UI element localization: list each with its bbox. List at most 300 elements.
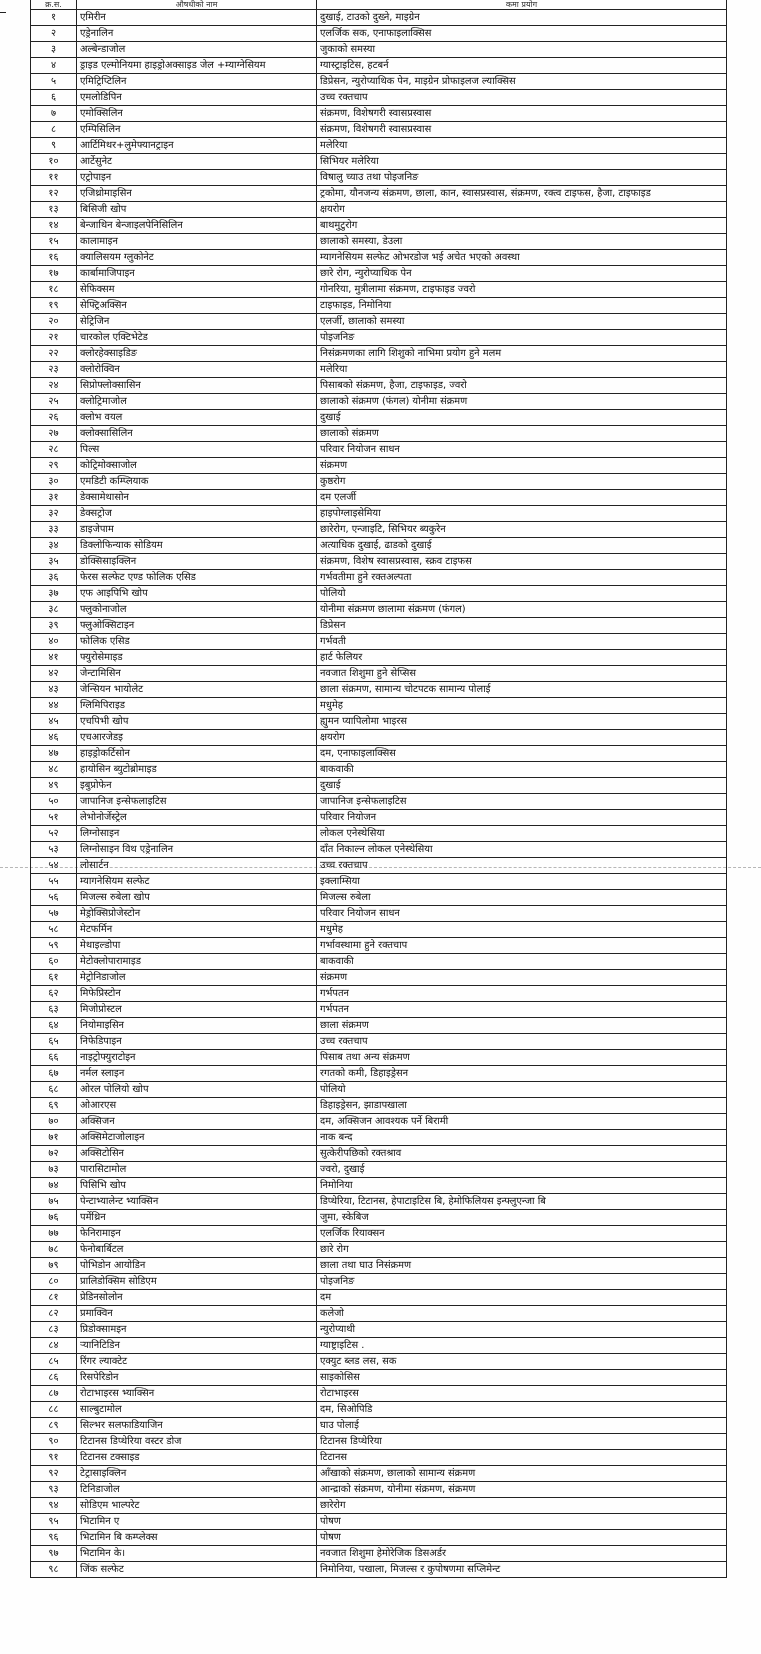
table-row xyxy=(31,218,727,234)
medicine-name: फ्युरोसेमाइड xyxy=(77,650,317,666)
medicine-use: छाला तथा घाउ निसंक्रमण xyxy=(317,1258,727,1274)
medicine-name: पारासिटामोल xyxy=(77,1162,317,1178)
row-number: २६ xyxy=(31,410,77,426)
medicine-use: नवजात शिशुमा हेमोरेजिक डिसअर्डर xyxy=(317,1546,727,1562)
medicine-use: डिप्थेरिया, टिटानस, हेपाटाइटिस बि, हेमोफिलियस इन्फ्लुएन्जा बि xyxy=(317,1194,727,1210)
table-row xyxy=(31,682,727,698)
row-number: ७२ xyxy=(31,1146,77,1162)
row-number: ३२ xyxy=(31,506,77,522)
medicine-name: डिक्लोफिन्याक सोडियम xyxy=(77,538,317,554)
medicine-use: मलेरिया xyxy=(317,138,727,154)
table-row xyxy=(31,1274,727,1290)
table-row xyxy=(31,186,727,202)
table-header xyxy=(31,0,727,10)
table-row xyxy=(31,954,727,970)
table-row xyxy=(31,298,727,314)
medicine-name: ओआरएस xyxy=(77,1098,317,1114)
medicine-use: हार्ट फेलियर xyxy=(317,650,727,666)
table-row xyxy=(31,42,727,58)
header-medicine-name: औषधीको नाम xyxy=(77,0,317,10)
table-row xyxy=(31,1194,727,1210)
row-number: २७ xyxy=(31,426,77,442)
medicine-name: पिल्स xyxy=(77,442,317,458)
medicine-name: निफेडिपाइन xyxy=(77,1034,317,1050)
medicine-name: मेटोक्लोपारामाइड xyxy=(77,954,317,970)
medicine-name: मिजोप्रोस्टल xyxy=(77,1002,317,1018)
medicine-use: ह्युमन प्यापिलोमा भाइरस xyxy=(317,714,727,730)
row-number: ४ xyxy=(31,58,77,74)
medicine-name: टेट्रासाइक्लिन xyxy=(77,1466,317,1482)
table-row xyxy=(31,1546,727,1562)
medicine-name: फ्लुकोनाजोल xyxy=(77,602,317,618)
row-number: ९८ xyxy=(31,1562,77,1578)
table-row xyxy=(31,202,727,218)
medicine-name: प्रालिडोक्सिम सोडिएम xyxy=(77,1274,317,1290)
medicine-use: दुखाई, टाउको दुख्ने, माइग्रेन xyxy=(317,10,727,26)
medicine-name: एचआरजेडइ xyxy=(77,730,317,746)
table-row xyxy=(31,938,727,954)
medicine-name: रोटाभाइरस भ्याक्सिन xyxy=(77,1386,317,1402)
medicine-name: ड्राइड एल्मोनियमा हाइड्रोअक्साइड जेल +म्याग्नेसियम xyxy=(77,58,317,74)
row-number: १७ xyxy=(31,266,77,282)
medicine-name: टिटानस टक्साइड xyxy=(77,1450,317,1466)
table-row xyxy=(31,74,727,90)
medicine-use: छालाको संक्रमण xyxy=(317,426,727,442)
row-number: ४८ xyxy=(31,762,77,778)
table-row xyxy=(31,826,727,842)
medicine-use: एलर्जिक रियाक्सन xyxy=(317,1226,727,1242)
medicine-use: संक्रमण, विशेषगरी स्वासप्रस्वास xyxy=(317,106,727,122)
medicine-name: डेक्सामेथासोन xyxy=(77,490,317,506)
medicine-use: छारेरोग, एन्जाइटि, सिभियर ब्यकुरेन xyxy=(317,522,727,538)
table-row xyxy=(31,90,727,106)
row-number: ६९ xyxy=(31,1098,77,1114)
row-number: ७१ xyxy=(31,1130,77,1146)
row-number: ७३ xyxy=(31,1162,77,1178)
row-number: ९२ xyxy=(31,1466,77,1482)
medicine-name: पर्मेथ्रिन xyxy=(77,1210,317,1226)
row-number: १९ xyxy=(31,298,77,314)
medicine-use: पोषण xyxy=(317,1530,727,1546)
row-number: ३८ xyxy=(31,602,77,618)
medicine-use: साइकोसिस xyxy=(317,1370,727,1386)
medicine-use: ज्वरो, दुखाई xyxy=(317,1162,727,1178)
table-row xyxy=(31,1306,727,1322)
table-row xyxy=(31,1082,727,1098)
row-number: ४० xyxy=(31,634,77,650)
medicine-use: दाँत निकाल्न लोकल एनेस्थेसिया xyxy=(317,842,727,858)
medicine-use: परिवार नियोजन साधन xyxy=(317,442,727,458)
row-number: ४४ xyxy=(31,698,77,714)
row-number: ४५ xyxy=(31,714,77,730)
table-row xyxy=(31,26,727,42)
medicine-use: गर्भवतीमा हुने रक्तअल्पता xyxy=(317,570,727,586)
row-number: ६५ xyxy=(31,1034,77,1050)
row-number: ७७ xyxy=(31,1226,77,1242)
table-row xyxy=(31,106,727,122)
row-number: ८८ xyxy=(31,1402,77,1418)
row-number: ४९ xyxy=(31,778,77,794)
header-serial: क्र.स. xyxy=(31,0,77,10)
medicine-use: परिवार नियोजन साधन xyxy=(317,906,727,922)
medicine-name: भिटामिन के। xyxy=(77,1546,317,1562)
table-row xyxy=(31,474,727,490)
medicine-use: गर्भपतन xyxy=(317,986,727,1002)
table-row xyxy=(31,586,727,602)
table-row xyxy=(31,538,727,554)
table-row xyxy=(31,10,727,26)
row-number: ६६ xyxy=(31,1050,77,1066)
table-row xyxy=(31,122,727,138)
row-number: १ xyxy=(31,10,77,26)
medicine-use: निमोनिया xyxy=(317,1178,727,1194)
row-number: ३ xyxy=(31,42,77,58)
medicine-name: र्‍यानिटिडिन xyxy=(77,1338,317,1354)
medicine-name: इबुप्रोफेन xyxy=(77,778,317,794)
row-number: ५ xyxy=(31,74,77,90)
medicine-name: नियोमाइसिन xyxy=(77,1018,317,1034)
table-row xyxy=(31,58,727,74)
medicine-name: जेन्टामिसिन xyxy=(77,666,317,682)
table-row xyxy=(31,858,727,874)
row-number: ११ xyxy=(31,170,77,186)
table-row xyxy=(31,874,727,890)
row-number: २२ xyxy=(31,346,77,362)
medicine-use: रगतको कमी, डिहाइड्रेसन xyxy=(317,1066,727,1082)
table-row xyxy=(31,1482,727,1498)
medicine-use: विषालु च्याउ तथा पोइजनिङ xyxy=(317,170,727,186)
medicine-use: दुखाई xyxy=(317,778,727,794)
table-row xyxy=(31,394,727,410)
row-number: ६३ xyxy=(31,1002,77,1018)
table-row xyxy=(31,330,727,346)
medicine-use: सुत्केरीपछिको रक्तश्राव xyxy=(317,1146,727,1162)
medicine-use: गर्भावस्थामा हुने रक्तचाप xyxy=(317,938,727,954)
row-number: ३६ xyxy=(31,570,77,586)
medicine-use: घाउ पोलाई xyxy=(317,1418,727,1434)
table-row xyxy=(31,634,727,650)
row-number: ७९ xyxy=(31,1258,77,1274)
row-number: ७५ xyxy=(31,1194,77,1210)
medicine-use: दुखाई xyxy=(317,410,727,426)
medicine-use: अत्याधिक दुखाई, ढाडको दुखाई xyxy=(317,538,727,554)
row-number: २५ xyxy=(31,394,77,410)
table-row xyxy=(31,714,727,730)
medicine-name: आर्टिमिथर+लुमेफ्यानट्राइन xyxy=(77,138,317,154)
medicine-use: उच्च रक्तचाप xyxy=(317,90,727,106)
header-use: कमा प्रयोग xyxy=(317,0,727,10)
medicine-use: हाइपोग्लाइसेमिया xyxy=(317,506,727,522)
row-number: ६१ xyxy=(31,970,77,986)
medicine-use: छाला संक्रमण, सामान्य चोटपटक सामान्य पोलाई xyxy=(317,682,727,698)
medicine-use: निमोनिया, पखाला, मिजल्स र कुपोषणमा सप्लिमेन्ट xyxy=(317,1562,727,1578)
table-row xyxy=(31,778,727,794)
table-row xyxy=(31,170,727,186)
row-number: ५० xyxy=(31,794,77,810)
medicine-name: रिंगर ल्याक्टेट xyxy=(77,1354,317,1370)
table-row xyxy=(31,1498,727,1514)
table-row xyxy=(31,618,727,634)
medicine-use: आँखाको संक्रमण, छालाको सामान्य संक्रमण xyxy=(317,1466,727,1482)
medicine-use: डिहाइड्रेसन, झाडापखाला xyxy=(317,1098,727,1114)
medicine-use: दम एलर्जी xyxy=(317,490,727,506)
medicine-table xyxy=(30,0,727,1578)
table-row xyxy=(31,314,727,330)
medicine-name: मेटफर्मिन xyxy=(77,922,317,938)
medicine-name: नर्मल स्लाइन xyxy=(77,1066,317,1082)
medicine-name: क्लोरोक्विन xyxy=(77,362,317,378)
medicine-use: पोलियो xyxy=(317,586,727,602)
medicine-use: मलेरिया xyxy=(317,362,727,378)
table-row xyxy=(31,1338,727,1354)
row-number: १२ xyxy=(31,186,77,202)
medicine-use: उच्च रक्तचाप xyxy=(317,1034,727,1050)
row-number: ८१ xyxy=(31,1290,77,1306)
row-number: २४ xyxy=(31,378,77,394)
medicine-use: ग्यास्ट्राइटिस, हटबर्न xyxy=(317,58,727,74)
table-row xyxy=(31,1258,727,1274)
table-row xyxy=(31,1450,727,1466)
table-row xyxy=(31,410,727,426)
table-row xyxy=(31,1322,727,1338)
medicine-name: एट्रोपाइन xyxy=(77,170,317,186)
medicine-name: क्लोभ वयल xyxy=(77,410,317,426)
medicine-name: फेरस सल्फेट एण्ड फोलिक एसिड xyxy=(77,570,317,586)
medicine-name: अक्सिजन xyxy=(77,1114,317,1130)
table-row xyxy=(31,1034,727,1050)
medicine-name: नाइट्रोफ्युराटोइन xyxy=(77,1050,317,1066)
table-row xyxy=(31,1018,727,1034)
medicine-use: संक्रमण, विशेष स्वासप्रस्वास, स्क्रव टाइफस xyxy=(317,554,727,570)
medicine-use: जुमा, स्केबिज xyxy=(317,1210,727,1226)
medicine-name: डाइजेपाम xyxy=(77,522,317,538)
row-number: ९६ xyxy=(31,1530,77,1546)
medicine-use: दम, सिओपिडि xyxy=(317,1402,727,1418)
medicine-use: मिजल्स रुबेला xyxy=(317,890,727,906)
row-number: ७६ xyxy=(31,1210,77,1226)
row-number: ७८ xyxy=(31,1242,77,1258)
medicine-use: आन्द्राको संक्रमण, योनीमा संक्रमण, संक्रमण xyxy=(317,1482,727,1498)
medicine-use: गर्भपतन xyxy=(317,1002,727,1018)
medicine-use: क्षयरोग xyxy=(317,730,727,746)
row-number: ७० xyxy=(31,1114,77,1130)
table-row xyxy=(31,154,727,170)
medicine-name: एमडिटी कम्प्लियाक xyxy=(77,474,317,490)
medicine-use: म्यागनेसियम सल्फेट ओभरडोज भई अचेत भएको अवस्था xyxy=(317,250,727,266)
row-number: १८ xyxy=(31,282,77,298)
medicine-name: म्यागनेसियम सल्फेट xyxy=(77,874,317,890)
table-row xyxy=(31,794,727,810)
medicine-name: डोक्सिसाइक्लिन xyxy=(77,554,317,570)
medicine-name: मिफेप्रिस्टोन xyxy=(77,986,317,1002)
table-row xyxy=(31,250,727,266)
medicine-name: लेभोनोर्जेस्ट्रेल xyxy=(77,810,317,826)
row-number: ५६ xyxy=(31,890,77,906)
row-number: ४१ xyxy=(31,650,77,666)
medicine-name: एमिरीन xyxy=(77,10,317,26)
medicine-name: चारकोल एक्टिभेटेड xyxy=(77,330,317,346)
medicine-use: नाक बन्द xyxy=(317,1130,727,1146)
table-row xyxy=(31,1002,727,1018)
table-row xyxy=(31,1066,727,1082)
row-number: १० xyxy=(31,154,77,170)
medicine-name: क्यालिसयम ग्लुकोनेट xyxy=(77,250,317,266)
medicine-use: परिवार नियोजन xyxy=(317,810,727,826)
medicine-use: संक्रमण xyxy=(317,970,727,986)
table-row xyxy=(31,266,727,282)
medicine-use: जापानिज इन्सेफलाइटिस xyxy=(317,794,727,810)
medicine-use: इक्लाम्सिया xyxy=(317,874,727,890)
row-number: ४६ xyxy=(31,730,77,746)
medicine-use: क्षयरोग xyxy=(317,202,727,218)
medicine-name: एचपिभी खोप xyxy=(77,714,317,730)
row-number: ९१ xyxy=(31,1450,77,1466)
table-row xyxy=(31,842,727,858)
medicine-name: प्रेडिनसोलोन xyxy=(77,1290,317,1306)
table-row xyxy=(31,1242,727,1258)
row-number: ८४ xyxy=(31,1338,77,1354)
medicine-use: बाकवाकी xyxy=(317,762,727,778)
medicine-name: साल्बुटामोल xyxy=(77,1402,317,1418)
medicine-name: एमलोडिपिन xyxy=(77,90,317,106)
medicine-name: मेड्रोक्सिप्रोजेस्टोन xyxy=(77,906,317,922)
medicine-use: एलर्जी, छालाको समस्या xyxy=(317,314,727,330)
medicine-use: नवजात शिशुमा हुने सेप्सिस xyxy=(317,666,727,682)
medicine-name: जिंक सल्फेट xyxy=(77,1562,317,1578)
table-row xyxy=(31,1434,727,1450)
medicine-name: लिग्नोसाइन विथ एड्रेनालिन xyxy=(77,842,317,858)
medicine-name: पिसिभि खोप xyxy=(77,1178,317,1194)
medicine-name: सेट्रिजिन xyxy=(77,314,317,330)
medicine-use: ग्याष्ट्राइटिस . xyxy=(317,1338,727,1354)
medicine-name: सिप्रोफ्लोक्सासिन xyxy=(77,378,317,394)
medicine-name: आर्टेसुनेट xyxy=(77,154,317,170)
table-row xyxy=(31,426,727,442)
medicine-use: पिसाबको संक्रमण, हैजा, टाइफाइड, ज्वरो xyxy=(317,378,727,394)
table-row xyxy=(31,1370,727,1386)
medicine-use: एक्युट ब्लड लस, सक xyxy=(317,1354,727,1370)
medicine-name: पोभिडोन आयोडिन xyxy=(77,1258,317,1274)
medicine-name: सोडिएम भाल्परेट xyxy=(77,1498,317,1514)
table-row xyxy=(31,378,727,394)
medicine-use: छारेरोग xyxy=(317,1498,727,1514)
row-number: ६२ xyxy=(31,986,77,1002)
medicine-name: एड्रेनालिन xyxy=(77,26,317,42)
table-row xyxy=(31,570,727,586)
medicine-name: अक्सिटोसिन xyxy=(77,1146,317,1162)
medicine-use: सिभियर मलेरिया xyxy=(317,154,727,170)
medicine-use: ट्रकोमा, यौनजन्य संक्रमण, छाला, कान, स्वासप्रस्वास, संक्रमण, रक्त्व टाइफस, हैजा, टाइफाइड xyxy=(317,186,727,202)
row-number: ८२ xyxy=(31,1306,77,1322)
table-row xyxy=(31,506,727,522)
table-row xyxy=(31,698,727,714)
medicine-name: मेट्रोनिडाजोल xyxy=(77,970,317,986)
medicine-name: कार्बामाजिपाइन xyxy=(77,266,317,282)
table-body xyxy=(31,10,727,1578)
medicine-name: सिल्भर सलफाडियाजिन xyxy=(77,1418,317,1434)
row-number: ५८ xyxy=(31,922,77,938)
medicine-use: योनीमा संक्रमण छालामा संक्रमण (फंगल) xyxy=(317,602,727,618)
medicine-name: फोलिक एसिड xyxy=(77,634,317,650)
table-row xyxy=(31,1146,727,1162)
medicine-name: रिसपेरिडोन xyxy=(77,1370,317,1386)
medicine-use: छारे रोग xyxy=(317,1242,727,1258)
table-row xyxy=(31,1466,727,1482)
row-number: ८९ xyxy=(31,1418,77,1434)
medicine-name: जापानिज इन्सेफलाइटिस xyxy=(77,794,317,810)
medicine-name: क्लोरहेक्साइडिङ xyxy=(77,346,317,362)
row-number: ९ xyxy=(31,138,77,154)
table-row xyxy=(31,970,727,986)
row-number: ५५ xyxy=(31,874,77,890)
row-number: ८५ xyxy=(31,1354,77,1370)
row-number: ३४ xyxy=(31,538,77,554)
medicine-name: एजिथ्रोमाइसिन xyxy=(77,186,317,202)
table-row xyxy=(31,1130,727,1146)
margin-mark xyxy=(0,12,6,13)
row-number: ६८ xyxy=(31,1082,77,1098)
row-number: ४३ xyxy=(31,682,77,698)
table-row xyxy=(31,1178,727,1194)
medicine-use: पोषण xyxy=(317,1514,727,1530)
medicine-name: पेन्टाभ्यालेन्ट भ्याक्सिन xyxy=(77,1194,317,1210)
medicine-name: मेथाइल्डोपा xyxy=(77,938,317,954)
row-number: ६० xyxy=(31,954,77,970)
medicine-use: पोइजनिङ xyxy=(317,1274,727,1290)
row-number: २ xyxy=(31,26,77,42)
medicine-name: एमोक्सिलिन xyxy=(77,106,317,122)
medicine-name: बेन्जाथिन बेन्जाइलपेनिसिलिन xyxy=(77,218,317,234)
table-row xyxy=(31,1210,727,1226)
medicine-use: गोनरिया, मुत्रीलामा संक्रमण, टाइफाइड ज्वरो xyxy=(317,282,727,298)
medicine-use: छालाको समस्या, डेउला xyxy=(317,234,727,250)
row-number: ५२ xyxy=(31,826,77,842)
row-number: ९७ xyxy=(31,1546,77,1562)
table-row xyxy=(31,1386,727,1402)
row-number: ८ xyxy=(31,122,77,138)
medicine-name: लोसार्टन xyxy=(77,858,317,874)
row-number: ८७ xyxy=(31,1386,77,1402)
row-number: ५९ xyxy=(31,938,77,954)
row-number: ७४ xyxy=(31,1178,77,1194)
table-row xyxy=(31,1050,727,1066)
medicine-name: डेक्सट्रोज xyxy=(77,506,317,522)
medicine-use: निसंक्रमणका लागि शिशुको नाभिमा प्रयोग हुने मलम xyxy=(317,346,727,362)
medicine-use: कुष्ठरोग xyxy=(317,474,727,490)
table-row xyxy=(31,138,727,154)
row-number: ७ xyxy=(31,106,77,122)
medicine-name: टिनिडाजोल xyxy=(77,1482,317,1498)
medicine-use: लोकल एनेस्थेसिया xyxy=(317,826,727,842)
medicine-name: भिटामिन ए xyxy=(77,1514,317,1530)
medicine-use: दम, एनाफाइलाक्सिस xyxy=(317,746,727,762)
medicine-name: जेन्सियन भायोलेट xyxy=(77,682,317,698)
medicine-name: फ्लुओक्सिटाइन xyxy=(77,618,317,634)
row-number: २९ xyxy=(31,458,77,474)
row-number: २८ xyxy=(31,442,77,458)
row-number: ३० xyxy=(31,474,77,490)
medicine-use: न्युरोप्याथी xyxy=(317,1322,727,1338)
table-row xyxy=(31,1354,727,1370)
row-number: २३ xyxy=(31,362,77,378)
table-row xyxy=(31,1562,727,1578)
medicine-name: एम्पिसिलिन xyxy=(77,122,317,138)
medicine-name: क्लोक्सासिलिन xyxy=(77,426,317,442)
table-row xyxy=(31,554,727,570)
medicine-use: टाइफाइड, निमोनिया xyxy=(317,298,727,314)
table-row xyxy=(31,1226,727,1242)
medicine-name: प्रिडोक्सामइन xyxy=(77,1322,317,1338)
